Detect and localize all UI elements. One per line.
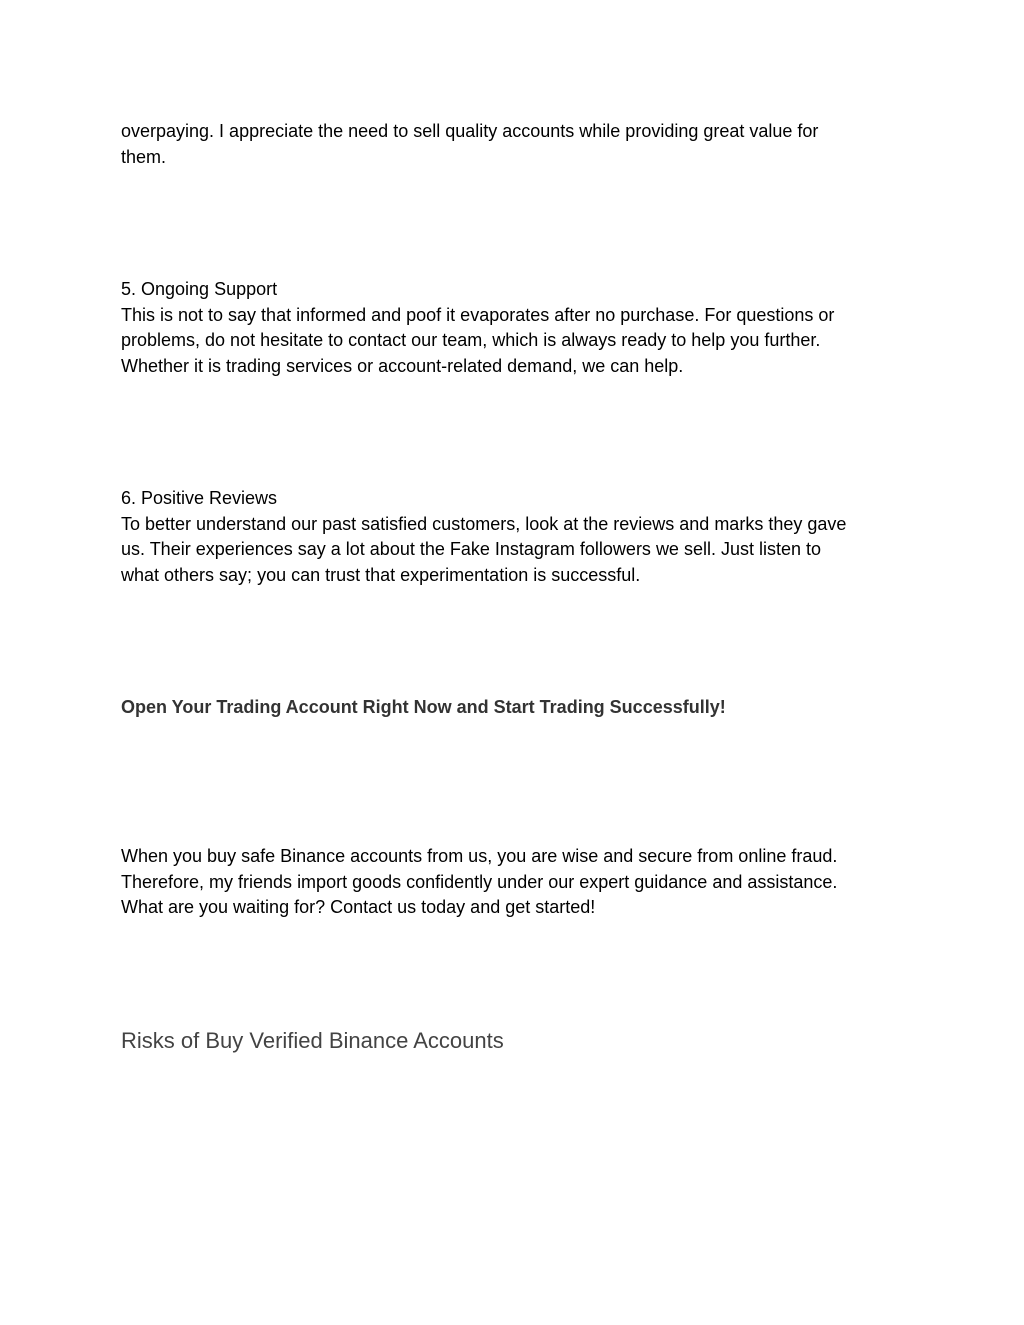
ongoing-support-title: 5. Ongoing Support (121, 279, 278, 299)
paragraph-line: Whether it is trading services or account-related demand, we can help. (121, 355, 684, 376)
intro-tail-paragraph (121, 119, 911, 170)
cta-heading: Open Your Trading Account Right Now and Start Trading Successfully! (121, 697, 726, 717)
risks-heading: Risks of Buy Verified Binance Accounts (121, 1028, 504, 1053)
positive-reviews-section (121, 486, 911, 588)
paragraph-line: us. Their experiences say a lot about the Fake Instagram followers we sell. Just listen to (121, 539, 822, 559)
paragraph-line: This is not to say that informed and poof it evaporates after no purchase. For questions or (121, 304, 835, 325)
paragraph-line: What are you waiting for? Contact us today and get started! (121, 897, 596, 917)
paragraph-line: them. (121, 146, 167, 167)
paragraph-line: overpaying. I appreciate the need to sell quality accounts while providing great value for (121, 121, 819, 141)
paragraph-line: what others say; you can trust that experimentation is successful. (121, 564, 641, 585)
closing-paragraph (121, 844, 911, 921)
paragraph-line: Therefore, my friends import goods confidently under our expert guidance and assistance. (121, 871, 838, 892)
paragraph-line: To better understand our past satisfied customers, look at the reviews and marks they gave (121, 513, 847, 534)
positive-reviews-title: 6. Positive Reviews (121, 488, 278, 508)
ongoing-support-section (121, 277, 911, 379)
paragraph-line: When you buy safe Binance accounts from us, you are wise and secure from online fraud. (121, 846, 838, 866)
paragraph-line: problems, do not hesitate to contact our team, which is always ready to help you further. (121, 330, 821, 350)
